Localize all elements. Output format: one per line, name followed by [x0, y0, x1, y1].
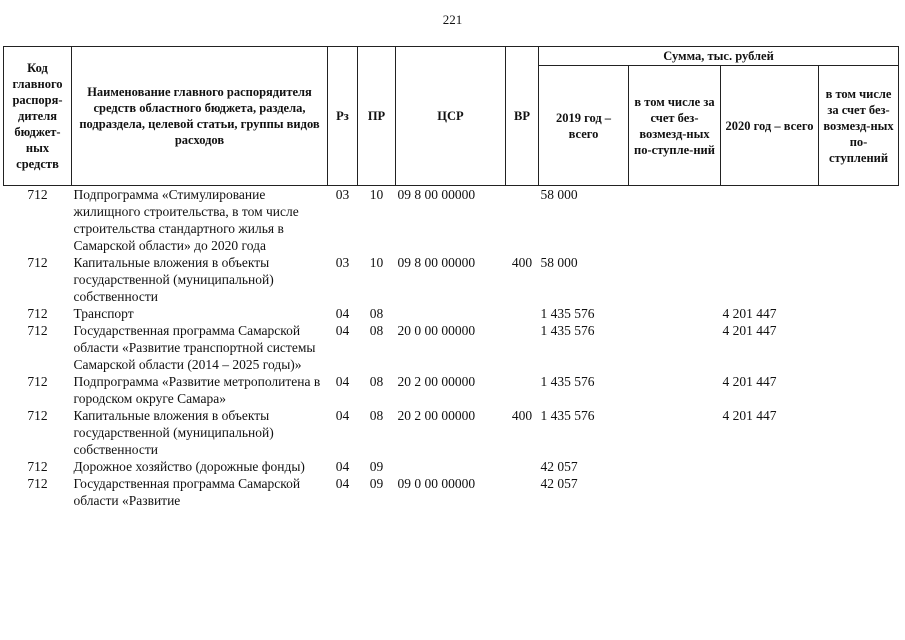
kod-cell: 712	[27, 408, 48, 423]
kod-cell: 712	[27, 306, 48, 321]
table-row	[4, 322, 899, 373]
free-2020-cell	[819, 475, 899, 509]
table-row	[4, 475, 899, 509]
sum-2020-cell: 4 201 447	[722, 306, 777, 321]
vr-cell: 400	[511, 255, 533, 270]
pr-cell: 08	[369, 374, 384, 389]
sum-2020-cell	[721, 186, 819, 255]
table-row	[4, 254, 899, 305]
sum-2019-cell: 1 435 576	[540, 323, 595, 338]
table-row	[4, 305, 899, 322]
rz-cell: 04	[335, 323, 350, 338]
kod-cell: 712	[27, 323, 48, 338]
sum-2019-cell: 1 435 576	[540, 408, 595, 423]
sum-2019-cell: 58 000	[540, 255, 578, 270]
header-summa: Сумма, тыс. рублей	[539, 47, 899, 66]
kod-cell: 712	[27, 187, 48, 202]
sum-2019-cell: 1 435 576	[540, 374, 595, 389]
sum-2020-cell: 4 201 447	[722, 408, 777, 423]
page-number: 221	[442, 12, 463, 27]
table-row	[4, 458, 899, 475]
rz-cell: 04	[335, 476, 350, 491]
free-2019-cell	[629, 407, 721, 458]
header-rz: Рз	[328, 47, 358, 186]
free-2019-cell	[629, 254, 721, 305]
free-2020-cell	[819, 254, 899, 305]
free-2019-cell	[629, 322, 721, 373]
rz-cell: 04	[335, 408, 350, 423]
csr-cell	[396, 458, 506, 475]
vr-cell	[506, 322, 539, 373]
free-2020-cell	[819, 186, 899, 255]
sum-2020-cell	[721, 254, 819, 305]
header-kod: Код главного распоря-дителя бюджет-ных средств	[4, 47, 72, 186]
budget-table	[3, 46, 899, 509]
name-cell: Капитальные вложения в объекты государственной (муниципальной) собственности	[73, 255, 274, 304]
name-cell: Транспорт	[73, 306, 134, 321]
header-csr: ЦСР	[396, 47, 506, 186]
sum-2020-cell: 4 201 447	[722, 323, 777, 338]
vr-cell: 400	[511, 408, 533, 423]
pr-cell: 08	[369, 323, 384, 338]
name-cell: Государственная программа Самарской области «Развитие	[73, 476, 301, 508]
vr-cell	[506, 373, 539, 407]
pr-cell: 10	[369, 187, 384, 202]
csr-cell: 09 8 00 00000	[397, 255, 476, 270]
free-2019-cell	[629, 458, 721, 475]
sum-2019-cell: 42 057	[540, 476, 578, 491]
csr-cell: 20 2 00 00000	[397, 374, 476, 389]
name-cell: Подпрограмма «Развитие метрополитена в городском округе Самара»	[73, 374, 321, 406]
vr-cell	[506, 186, 539, 255]
kod-cell: 712	[27, 255, 48, 270]
free-2019-cell	[629, 186, 721, 255]
free-2020-cell	[819, 407, 899, 458]
header-2019-total: 2019 год – всего	[539, 66, 629, 186]
sum-2019-cell: 42 057	[540, 459, 578, 474]
sum-2020-cell	[721, 458, 819, 475]
csr-cell: 09 8 00 00000	[397, 187, 476, 202]
name-cell: Государственная программа Самарской области «Развитие транспортной системы Самарской области (2014 – 2025 годы)»	[73, 323, 316, 372]
name-cell: Подпрограмма «Стимулирование жилищного строительства, в том числе строительства стандартного жилья в Самарской области» до 2020 года	[73, 187, 299, 253]
csr-cell	[396, 305, 506, 322]
name-cell: Дорожное хозяйство (дорожные фонды)	[73, 459, 305, 474]
table-row	[4, 186, 899, 255]
pr-cell: 09	[369, 459, 384, 474]
free-2020-cell	[819, 322, 899, 373]
vr-cell	[506, 458, 539, 475]
header-vr: ВР	[506, 47, 539, 186]
rz-cell: 03	[335, 187, 350, 202]
csr-cell: 20 0 00 00000	[397, 323, 476, 338]
csr-cell: 20 2 00 00000	[397, 408, 476, 423]
free-2019-cell	[629, 305, 721, 322]
vr-cell	[506, 305, 539, 322]
pr-cell: 08	[369, 306, 384, 321]
table-row	[4, 407, 899, 458]
free-2020-cell	[819, 458, 899, 475]
sum-2020-cell: 4 201 447	[722, 374, 777, 389]
header-pr: ПР	[358, 47, 396, 186]
sum-2020-cell	[721, 475, 819, 509]
sum-2019-cell: 1 435 576	[540, 306, 595, 321]
sum-2019-cell: 58 000	[540, 187, 578, 202]
csr-cell: 09 0 00 00000	[397, 476, 476, 491]
rz-cell: 03	[335, 255, 350, 270]
header-name: Наименование главного распорядителя средств областного бюджета, раздела, подраздела, целевой статьи, группы видов расходов	[72, 47, 328, 186]
free-2020-cell	[819, 373, 899, 407]
rz-cell: 04	[335, 374, 350, 389]
free-2019-cell	[629, 475, 721, 509]
name-cell: Капитальные вложения в объекты государственной (муниципальной) собственности	[73, 408, 274, 457]
pr-cell: 08	[369, 408, 384, 423]
rz-cell: 04	[335, 306, 350, 321]
header-2020-free: в том числе за счет без-возмезд-ных по-ступлений	[819, 66, 899, 186]
kod-cell: 712	[27, 374, 48, 389]
header-2020-total: 2020 год – всего	[721, 66, 819, 186]
pr-cell: 10	[369, 255, 384, 270]
kod-cell: 712	[27, 476, 48, 491]
table-row	[4, 373, 899, 407]
header-2019-free: в том числе за счет без-возмезд-ных по-ступле-ний	[629, 66, 721, 186]
free-2019-cell	[629, 373, 721, 407]
free-2020-cell	[819, 305, 899, 322]
pr-cell: 09	[369, 476, 384, 491]
kod-cell: 712	[27, 459, 48, 474]
vr-cell	[506, 475, 539, 509]
rz-cell: 04	[335, 459, 350, 474]
